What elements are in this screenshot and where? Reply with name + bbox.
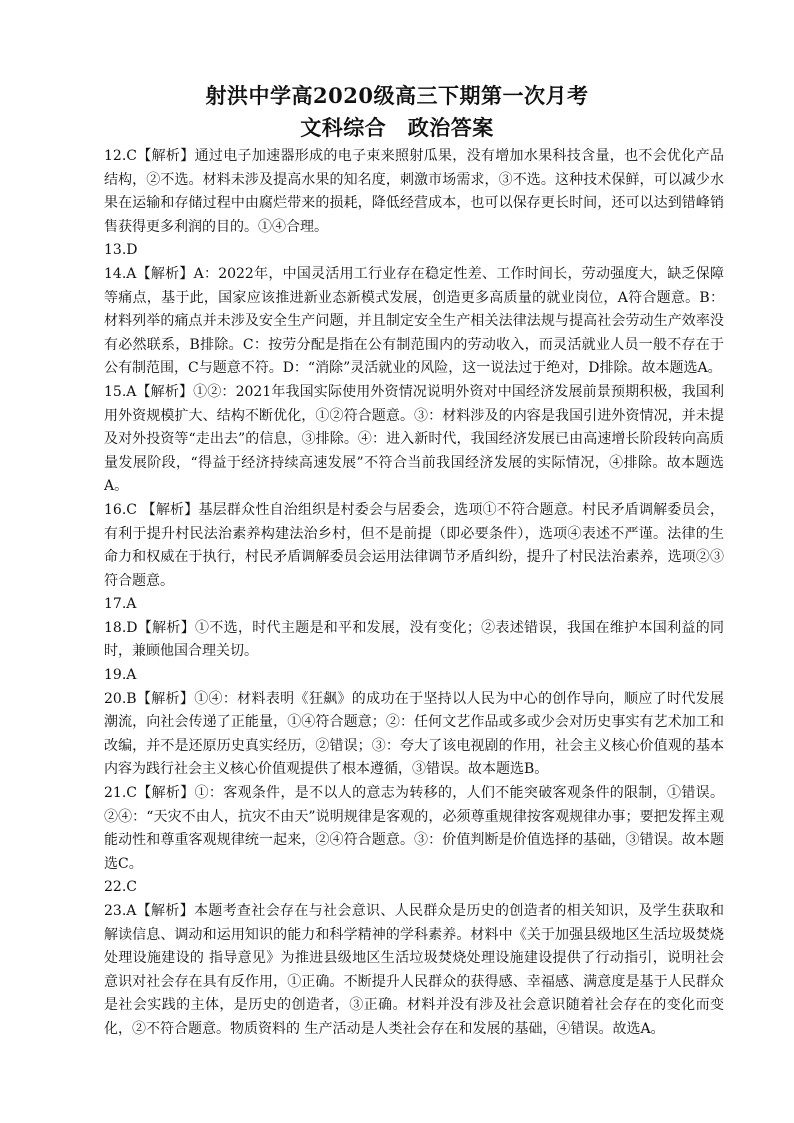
answer-number: 15.A [104, 383, 137, 400]
answer-explanation: 【解析】基层群众性自治组织是村委会与居委会，选项①不符合题意。村民矛盾调解委员会，有利于提升村民法治素养构建法治乡村，但不是前提（即必要条件），选项④表述不严谨。法律的生命力和权威在于执行，村民矛盾调解委员会运用法律调节矛盾纠纷，提升了村民法治素养，选项②③符合题意。 [104, 501, 724, 589]
answer-number: 19.A [104, 667, 137, 684]
answer-item-17 [104, 593, 724, 617]
answer-explanation: 【解析】①④：材料表明《狂飙》的成功在于坚持以人民为中心的创作导向，顺应了时代发展潮流，向社会传递了正能量，①④符合题意；②：任何文艺作品或多或少会对历史事实有艺术加工和改编，并不是还原历史真实经历，②错误；③：夸大了该电视剧的作用，社会主义核心价值观的基本内容为践行社会主义核心价值观提供了根本遵循，③错误。故本题选B。 [104, 690, 724, 778]
answer-number: 14.A [104, 265, 137, 282]
answer-item-23 [104, 900, 724, 1042]
answer-item-20 [104, 688, 724, 782]
answer-item-12 [104, 145, 724, 239]
answer-explanation: 【解析】①：客观条件，是不以人的意志为转移的，人们不能突破客观条件的限制，①错误。 ②④：“天灾不由人，抗灾不由天”说明规律是客观的，必须尊重规律按客观规律办事；要把发挥主观能动性和尊重客观规律统一起来，②④符合题意。③：价值判断是价值选择的基础，③错误。故本题选C。 [104, 785, 729, 872]
answer-number: 23.A [104, 903, 137, 919]
answer-explanation: 【解析】①②：2021年我国实际使用外资情况说明外资对中国经济发展前景预期积极，我国利用外资规模扩大、结构不断优化，①②符合题意。③：材料涉及的内容是我国引进外资情况，并未提及对外投资等“走出去”的信息，③排除。④：进入新时代，我国经济发展已由高速增长阶段转向高质量发展阶段，“得益于经济持续高速发展”不符合当前我国经济发展的实际情况，④排除。故本题选A。 [104, 383, 724, 495]
answer-number: 16.C [104, 501, 137, 518]
answer-explanation: 【解析】①不选，时代主题是和平和发展，没有变化；②表述错误，我国在维护本国利益的同时，兼顾他国合理关切。 [104, 619, 724, 660]
answer-number: 13.D [104, 242, 138, 259]
answer-item-22 [104, 876, 724, 900]
answer-item-13 [104, 239, 724, 263]
answer-item-16 [104, 499, 724, 593]
answer-number: 21.C [104, 785, 137, 802]
answer-item-15 [104, 381, 724, 499]
answer-number: 18.D [104, 619, 138, 636]
answer-number: 20.B [104, 690, 137, 707]
document-title: 射洪中学高2020级高三下期第一次月考 [205, 83, 589, 108]
answer-explanation: 【解析】本题考查社会存在与社会意识、人民群众是历史的创造者的相关知识，及学生获取和解读信息、调动和运用知识的能力和科学精神的学科素养。材料中《关于加强县级地区生活垃圾焚烧处理设施建设的 指导意见》为推进县级地区生活垃圾焚烧处理设施建设提供了行动指引，说明社会意识对社会存在具有反作用，①正确。不断提升人民群众的获得感、幸福感、满意度是基于人民群众是社会实践的主体，是历史的创造者，③正确。材料并没有涉及社会意识随着社会存在的变化而变化，②不符合题意。物质资料的 生产活动是人类社会存在和发展的基础，④错误。故选A。 [104, 903, 724, 1037]
answer-item-14 [104, 263, 724, 381]
answer-number: 17.A [104, 596, 137, 613]
answer-explanation: 【解析】通过电子加速器形成的电子束来照射瓜果，没有增加水果科技含量，也不会优化产品结构，②不选。材料未涉及提高水果的知名度，刺激市场需求，③不选。这种技术保鲜，可以减少水果在运输和存储过程中由腐烂带来的损耗，降低经营成本，也可以保存更长时间，还可以达到错峰销售获得更多利润的目的。①④合理。 [104, 148, 724, 235]
answer-item-21 [104, 782, 729, 876]
answer-explanation: 【解析】A：2022年，中国灵活用工行业存在稳定性差、工作时间长，劳动强度大，缺乏保障等痛点，基于此，国家应该推进新业态新模式发展，创造更多高质量的就业岗位，A符合题意。B：材料列举的痛点并未涉及安全生产问题，并且制定安全生产相关法律法规与提高社会劳动生产效率没有必然联系，B排除。C：按劳分配是指在公有制范围内的劳动收入，而灵活就业人员一般不存在于公有制范围，C与题意不符。D：“消除”灵活就业的风险，这一说法过于绝对，D排除。故本题选A。 [104, 265, 724, 377]
answer-item-19 [104, 664, 724, 688]
answer-item-18 [104, 617, 724, 664]
answer-number: 22.C [104, 879, 137, 896]
document-subtitle: 文科综合 政治答案 [300, 115, 494, 140]
answer-list [104, 145, 729, 1042]
answer-number: 12.C [104, 148, 137, 164]
